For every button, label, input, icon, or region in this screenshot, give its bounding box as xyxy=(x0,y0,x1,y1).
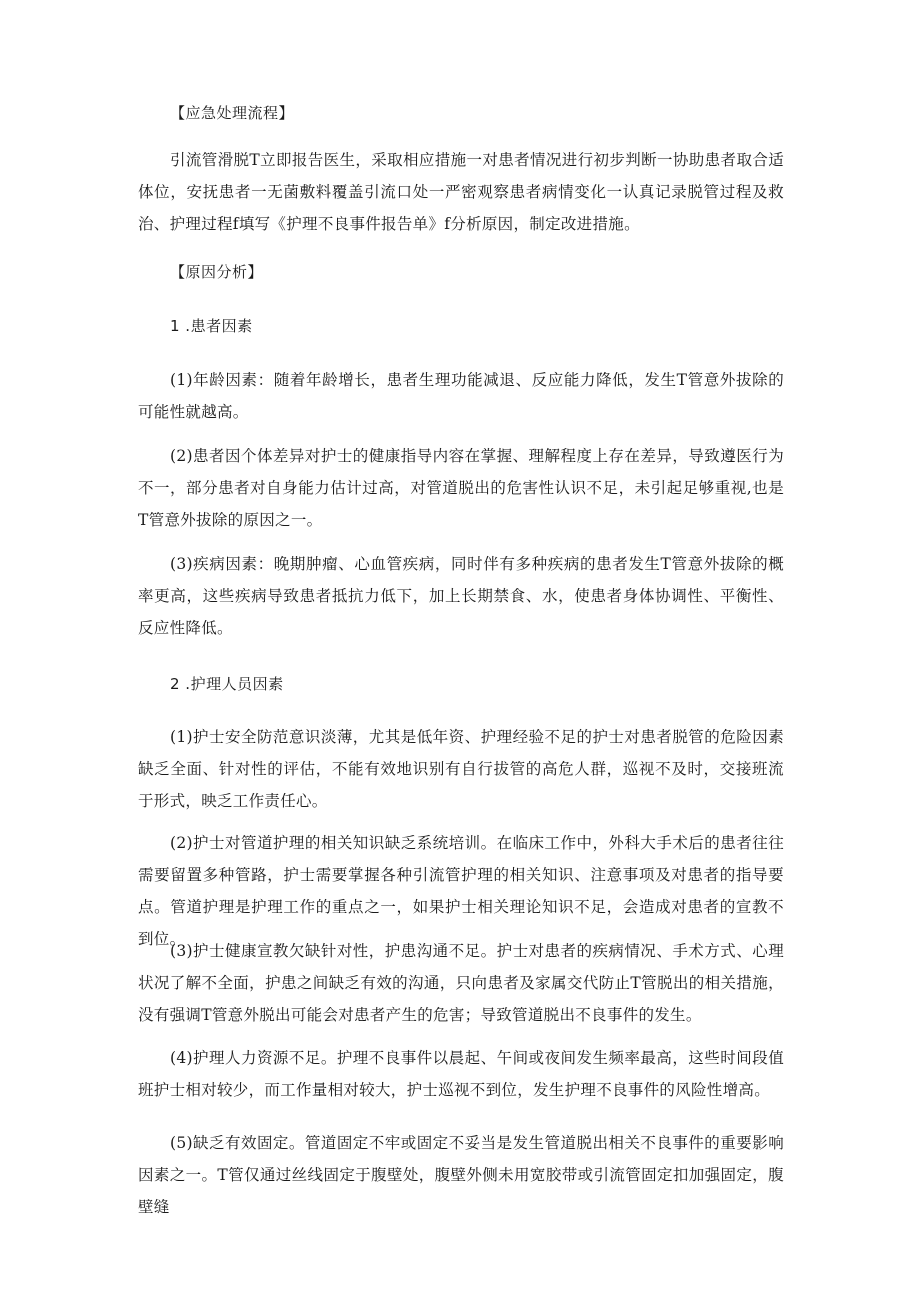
emergency-heading: 【应急处理流程】 xyxy=(170,104,295,122)
section-1-item-2: (2)患者因个体差异对护士的健康指导内容在掌握、理解程度上存在差异，导致遵医行为不一，部分患者对自身能力估计过高，对管道脱出的危害性认识不足，未引起足够重视,也是T管意外拔除的原因之一。 xyxy=(138,447,784,529)
section-2-item-1: (1)护士安全防范意识淡薄，尤其是低年资、护理经验不足的护士对患者脱管的危险因素缺乏全面、针对性的评估，不能有效地识别有自行拔管的高危人群，巡视不及时，交接班流于形式，映乏工作责任心。 xyxy=(138,728,784,810)
section-2-title: 2 .护理人员因素 xyxy=(170,675,284,693)
section-2-item-4: (4)护理人力资源不足。护理不良事件以晨起、午间或夜间发生频率最高，这些时间段值班护士相对较少，而工作量相对较大，护士巡视不到位，发生护理不良事件的风险性增高。 xyxy=(138,1049,784,1099)
section-2-item-3: (3)护士健康宣教欠缺针对性，护患沟通不足。护士对患者的疾病情况、手术方式、心理状况了解不全面，护患之间缺乏有效的沟通，只向患者及家属交代防止T管脱出的相关措施，没有强调T管意外脱出可能会对患者产生的危害；导致管道脱出不良事件的发生。 xyxy=(138,942,784,1024)
section-2-item-5: (5)缺乏有效固定。管道固定不牢或固定不妥当是发生管道脱出相关不良事件的重要影响因素之一。T管仅通过丝线固定于腹壁处，腹壁外侧未用宽胶带或引流管固定扣加强固定，腹壁缝 xyxy=(138,1134,784,1216)
section-1-item-3: (3)疾病因素：晚期肿瘤、心血管疾病，同时伴有多种疾病的患者发生T管意外拔除的概率更高，这些疾病导致患者抵抗力低下，加上长期禁食、水，使患者身体协调性、平衡性、反应性降低。 xyxy=(138,555,784,637)
section-1-item-1: (1)年龄因素：随着年龄增长，患者生理功能减退、反应能力降低，发生T管意外拔除的可能性就越高。 xyxy=(138,371,784,421)
section-1-title: 1 .患者因素 xyxy=(170,317,253,335)
cause-heading: 【原因分析】 xyxy=(170,263,264,281)
emergency-paragraph: 引流管滑脱T立即报告医生，采取相应措施一对患者情况进行初步判断一协助患者取合适体位，安抚患者一无菌敷料覆盖引流口处一严密观察患者病情变化一认真记录脱管过程及救治、护理过程f填写《护理不良事件报告单》f分析原因，制定改进措施。 xyxy=(138,151,784,233)
section-2-item-2: (2)护士对管道护理的相关知识缺乏系统培训。在临床工作中，外科大手术后的患者往往需要留置多种管路，护士需要掌握各种引流管护理的相关知识、注意事项及对患者的指导要点。管道护理是护理工作的重点之一，如果护士相关理论知识不足，会造成对患者的宣教不到位。 xyxy=(138,834,784,948)
